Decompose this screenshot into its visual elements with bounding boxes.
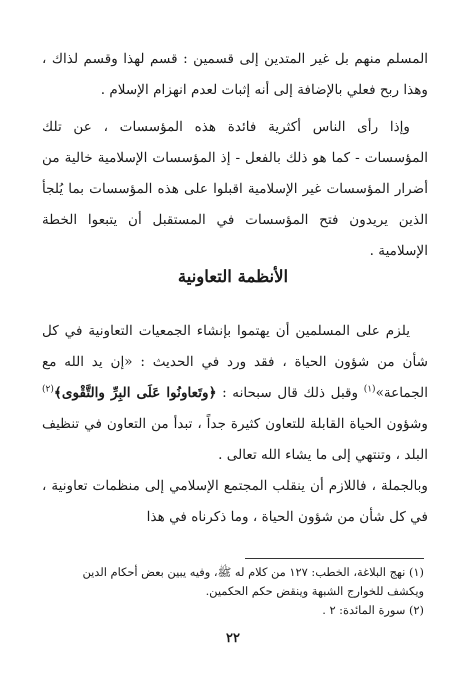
footnote-ref-1: (١) (363, 384, 376, 395)
footnote-ref-2: (٢) (42, 384, 54, 395)
footnote-1: (١) نهج البلاغة، الخطب: ١٢٧ من كلام له ﷺ، وفيه يبين بعض أحكام الدين ويكشف للخوارج الشبهة وينقض حكم الحكمين. (82, 565, 424, 598)
page-number: ٢٢ (226, 631, 240, 646)
quran-quote: ﴿وتَعاونُوا عَلَى البِرِّ والتَّقْوى﴾ (53, 385, 217, 401)
paragraph-3 (42, 316, 428, 471)
paragraph-3-text-1: يلزم على المسلمين أن يهتموا بإنشاء الجمعيات التعاونية في كل شأن من شؤون الحياة ، فقد ورد في الحديث : «إن يد الله مع الجماعة» (42, 323, 428, 401)
footnote-divider (245, 558, 424, 559)
paragraph-2: وإذا رأى الناس أكثرية فائدة هذه المؤسسات ، عن تلك المؤسسات - كما هو ذلك بالفعل - إذ المؤسسات الإسلامية خالية من أضرار المؤسسات غير الإسلامية اقبلوا على هذه المؤسسات بما يُلجأ الذين يريدون فتح المؤسسات في المستقبل أن يتبعوا الخطة الإسلامية . (42, 119, 428, 259)
footnotes (44, 563, 424, 620)
section-heading: الأنظمة التعاونية (177, 267, 289, 286)
paragraph-3-text-3: وشؤون الحياة القابلة للتعاون كثيرة جداً ، تبدأ من التعاون في تنظيف البلد ، وتنتهي إلى ما يشاء الله تعالى . (42, 416, 428, 463)
paragraph-4: وبالجملة ، فاللازم أن ينقلب المجتمع الإسلامي إلى منظمات تعاونية ، في كل شأن من شؤون الحياة ، وما ذكرناه في هذا (42, 478, 428, 525)
paragraph-1: المسلم منهم بل غير المتدين إلى قسمين : قسم لهذا وقسم لذاك ، وهذا ربح فعلي بالإضافة إلى أنه إثبات لعدم انهزام الإسلام . (42, 51, 428, 98)
paragraph-3-text-2: وقبل ذلك قال سبحانه : (216, 385, 364, 401)
footnote-2: (٢) سورة المائدة: ٢ . (322, 603, 424, 617)
